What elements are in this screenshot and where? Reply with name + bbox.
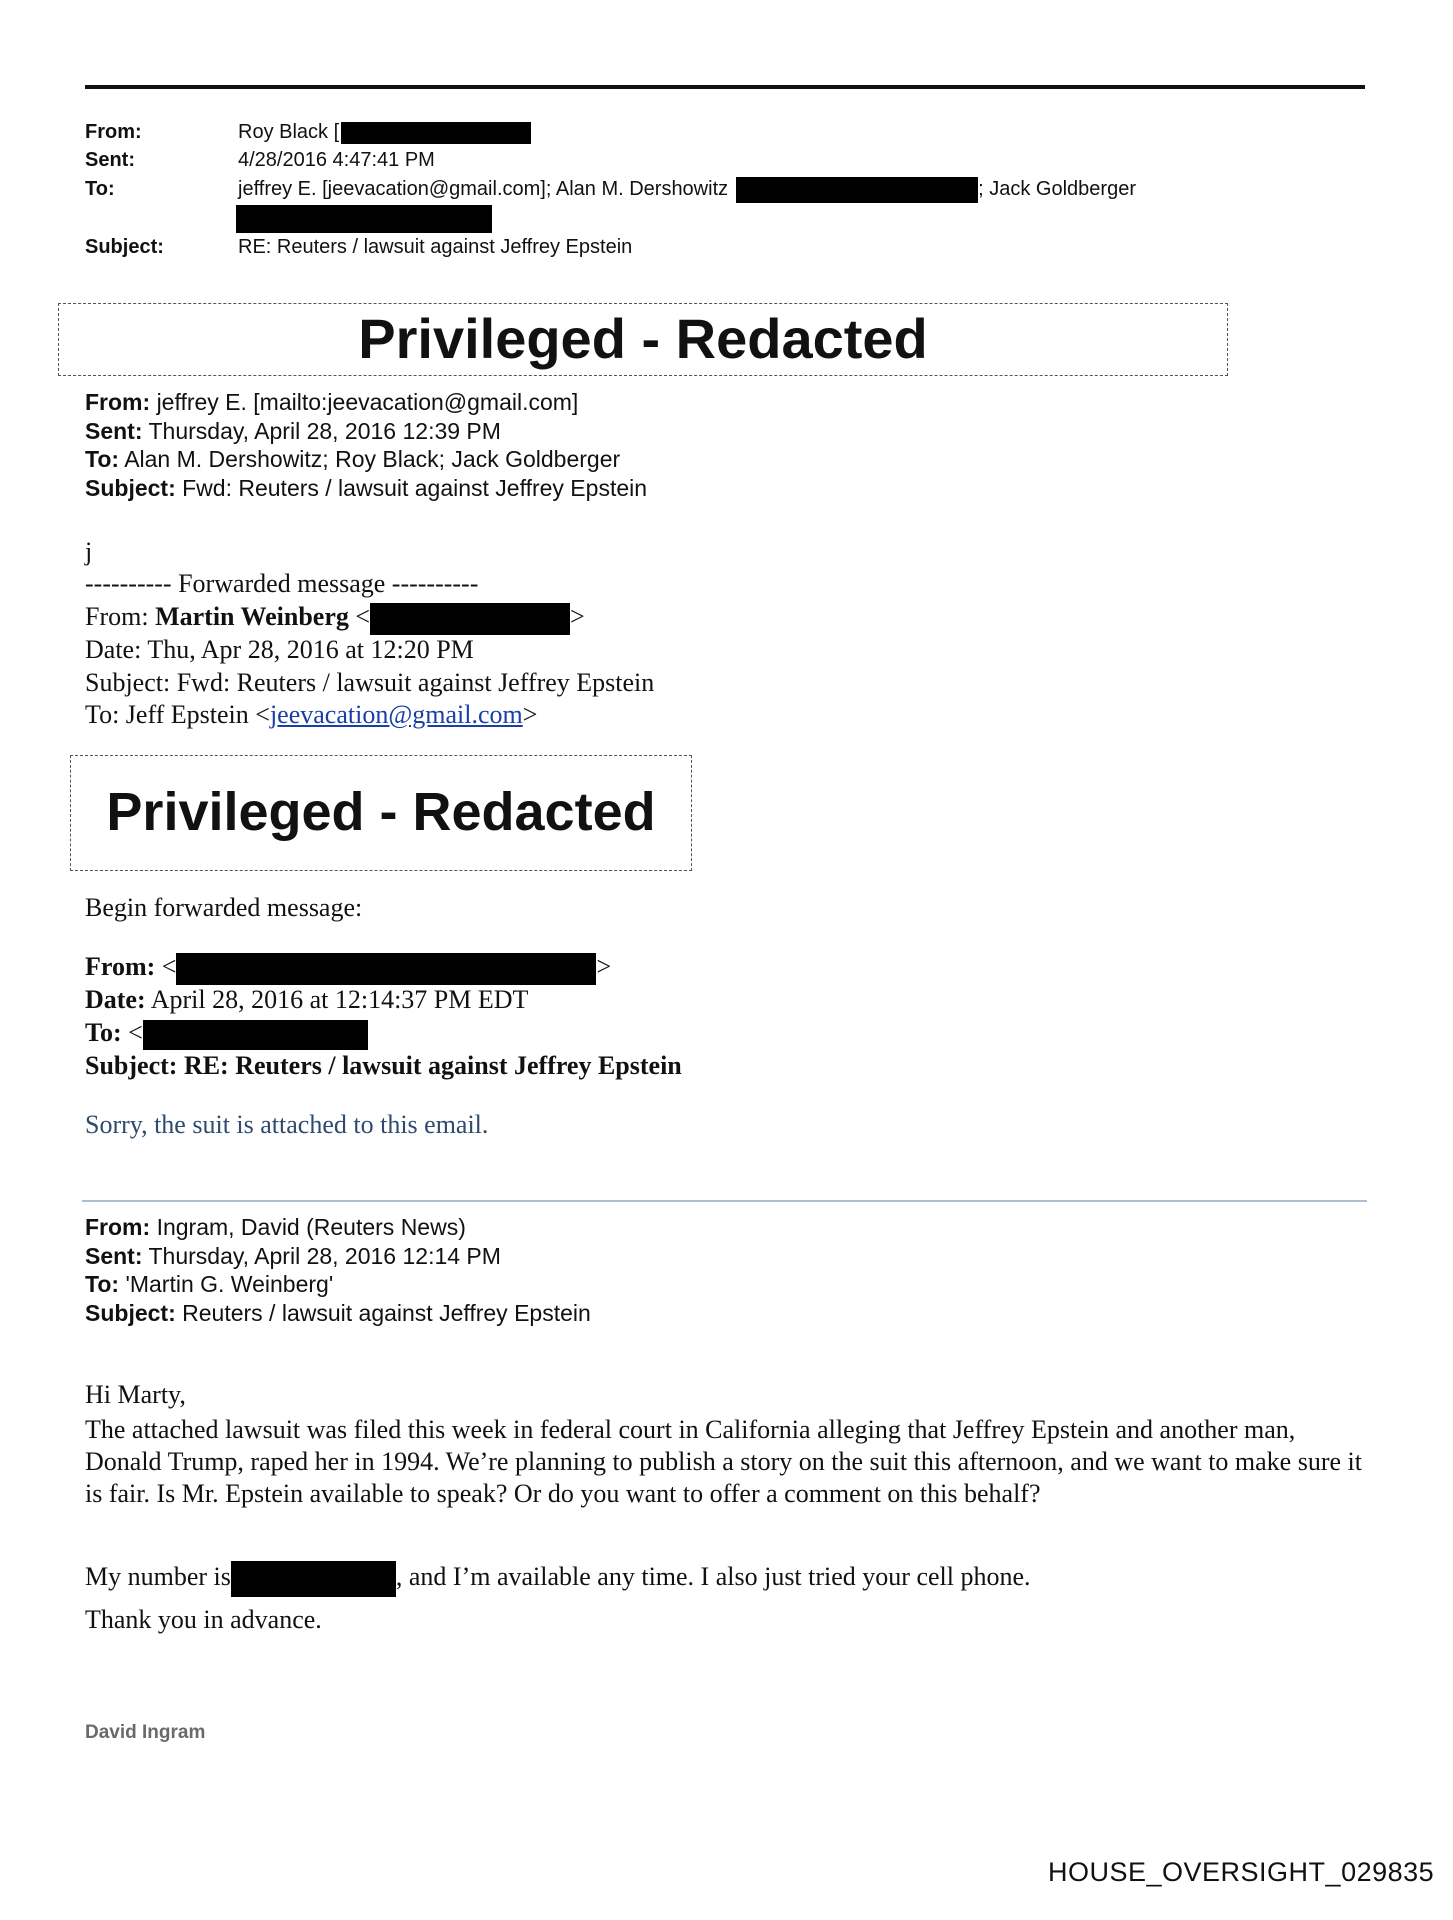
email1-subject-value: RE: Reuters / lawsuit against Jeffrey Epstein xyxy=(238,236,633,258)
email3-from-line: From: < > xyxy=(85,950,611,985)
email1-sent-value: 4/28/2016 4:47:41 PM xyxy=(238,149,435,171)
email3-subject-line: Subject: RE: Reuters / lawsuit against Jeffrey Epstein xyxy=(85,1051,682,1080)
email4-paragraph: The attached lawsuit was filed this week in federal court in California alleging that Jeffrey Epstein and another man, Donald Trump, raped her in 1994. We’re planning to publish a story on the suit this afternoon, and we want to make sure it is fair. Is Mr. Epstein available to speak? Or do you want to offer a comment on this behalf? xyxy=(85,1415,1362,1508)
email2-body-j: j xyxy=(85,537,93,566)
redaction-box xyxy=(736,177,978,203)
email2-subject-line: Subject: Fwd: Reuters / lawsuit against Jeffrey Epstein xyxy=(85,475,648,501)
forwarded-date-line: Date: Thu, Apr 28, 2016 at 12:20 PM xyxy=(85,635,474,664)
redaction-box xyxy=(176,953,596,985)
forwarded-to-line: To: Jeff Epstein <jeevacation@gmail.com> xyxy=(85,700,538,729)
email1-to-value: jeffrey E. [jeevacation@gmail.com]; Alan M. Dershowitz ; Jack Goldberger xyxy=(238,175,1136,204)
redaction-box xyxy=(370,603,570,635)
email-link[interactable]: jeevacation@gmail.com xyxy=(269,700,523,729)
email3-to-line: To: < xyxy=(85,1016,368,1050)
forwarded-subject-line: Subject: Fwd: Reuters / lawsuit against Jeffrey Epstein xyxy=(85,668,655,697)
email4-from-line: From: Ingram, David (Reuters News) xyxy=(85,1214,466,1240)
email1-to-label: To: xyxy=(85,178,115,200)
redaction-box xyxy=(341,122,531,144)
email4-to-line: To: 'Martin G. Weinberg' xyxy=(85,1271,334,1297)
email2-to-line: To: Alan M. Dershowitz; Roy Black; Jack Goldberger xyxy=(85,446,621,472)
begin-forwarded-label: Begin forwarded message: xyxy=(85,893,363,922)
redaction-box xyxy=(143,1020,368,1050)
email4-greeting: Hi Marty, xyxy=(85,1380,186,1409)
email4-sent-line: Sent: Thursday, April 28, 2016 12:14 PM xyxy=(85,1243,501,1269)
email4-number-line: My number is , and I’m available any time. I also just tried your cell phone. xyxy=(85,1560,1031,1597)
email4-subject-line: Subject: Reuters / lawsuit against Jeffrey Epstein xyxy=(85,1300,591,1326)
email1-from-value: Roy Black [ xyxy=(238,118,531,147)
privileged-redacted-box: Privileged - Redacted xyxy=(70,755,692,871)
separator-rule xyxy=(82,1200,1367,1202)
email4-thanks: Thank you in advance. xyxy=(85,1605,322,1634)
email1-sent-label: Sent: xyxy=(85,149,135,171)
forwarded-divider: ---------- Forwarded message ---------- xyxy=(85,569,479,598)
email2-from-line: From: jeffrey E. [mailto:jeevacation@gmail.com] xyxy=(85,389,579,415)
bates-number: HOUSE_OVERSIGHT_029835 xyxy=(1048,1857,1435,1887)
email3-body: Sorry, the suit is attached to this email. xyxy=(85,1110,489,1139)
privileged-redacted-box: Privileged - Redacted xyxy=(58,303,1228,376)
email3-date-line: Date: April 28, 2016 at 12:14:37 PM EDT xyxy=(85,985,529,1014)
redaction-box xyxy=(231,1561,396,1597)
email1-subject-label: Subject: xyxy=(85,236,164,258)
top-rule xyxy=(85,85,1365,89)
redaction-box xyxy=(236,205,492,233)
email1-from-label: From: xyxy=(85,121,142,143)
signature-name: David Ingram xyxy=(85,1722,206,1743)
forwarded-from-line: From: Martin Weinberg < > xyxy=(85,600,585,635)
email2-sent-line: Sent: Thursday, April 28, 2016 12:39 PM xyxy=(85,418,501,444)
